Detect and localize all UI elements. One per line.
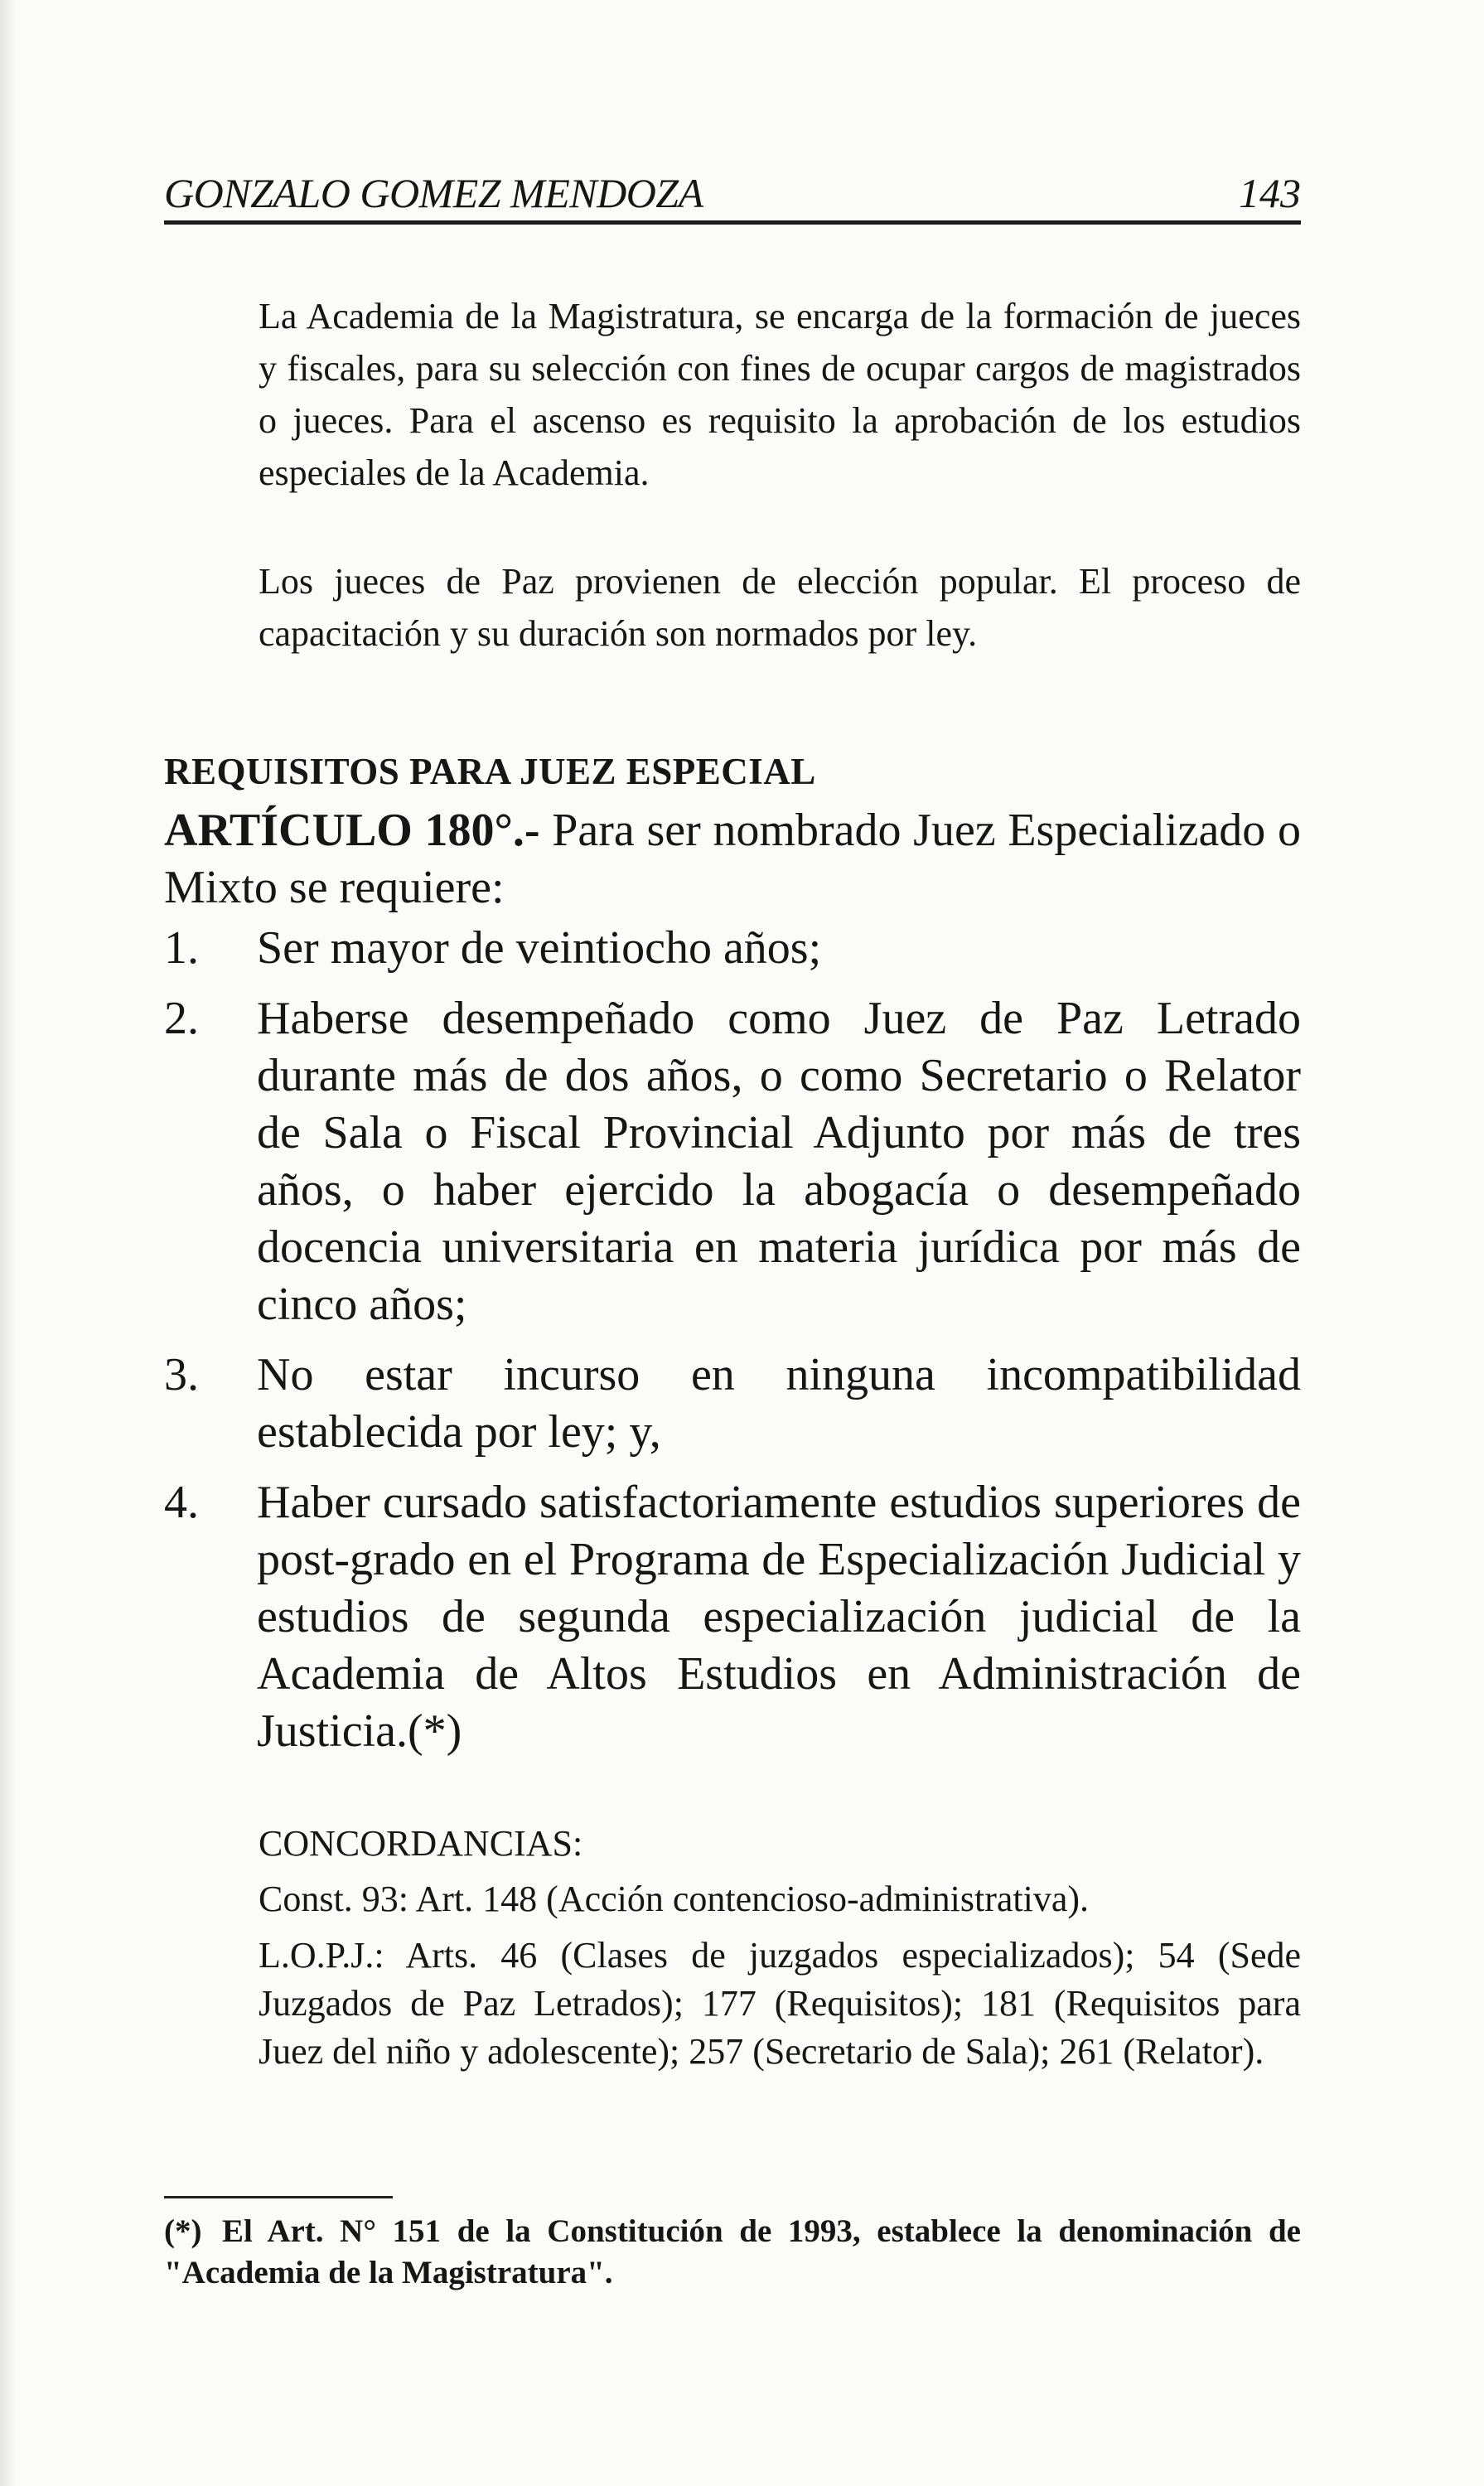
article-paragraph (164, 802, 1301, 917)
intro-paragraph-2: Los jueces de Paz provienen de elección popular. El proceso de capacitación y su duración son normados por ley. (259, 561, 1301, 654)
list-item-text: Haberse desempeñado como Juez de Paz Letrado durante más de dos años, o como Secretario o Relator de Sala o Fiscal Provincial Adjunto por más de tres años, o haber ejercido la abogacía o desempeñado docencia universitaria en materia jurídica por más de cinco años; (257, 993, 1301, 1330)
footnote-mark: (*) (164, 2213, 202, 2249)
list-item-number: 2. (164, 993, 199, 1044)
concordancias-block (259, 1819, 1301, 2084)
footnote-text: El Art. N° 151 de la Constitución de 1993, establece la denominación de "Academia de la Magistratura". (164, 2213, 1301, 2290)
page-header (164, 166, 1301, 224)
concordancia-entry: L.O.P.J.: Arts. 46 (Clases de juzgados especializados); 54 (Sede Juzgados de Paz Letrados); 177 (Requisitos); 181 (Requisitos para Juez del niño y adolescente); 257 (Secretario de Sala); 261 (Relator). (259, 1935, 1301, 2072)
article-label: ARTÍCULO 180°.- (164, 805, 540, 856)
footnote-rule (164, 2196, 393, 2198)
footnote (164, 2211, 1301, 2294)
list-item (164, 1474, 1301, 1760)
list-item-text: Haber cursado satisfactoriamente estudios superiores de post-grado en el Programa de Especialización Judicial y estudios de segunda especialización judicial de la Academia de Altos Estudios en Administración de Justicia.(*) (257, 1477, 1301, 1757)
scan-edge (0, 0, 17, 2486)
list-item-number: 3. (164, 1349, 199, 1400)
concordancias-heading: CONCORDANCIAS: (259, 1823, 583, 1864)
intro-paragraph-1: La Academia de la Magistratura, se encarga de la formación de jueces y fiscales, para su selección con fines de ocupar cargos de magistrados o jueces. Para el ascenso es requisito la aprobación de los estudios especiales de la Academia. (259, 296, 1301, 493)
list-item-text: No estar incurso en ninguna incompatibilidad establecida por ley; y, (257, 1349, 1301, 1458)
list-item (164, 920, 1301, 977)
list-item (164, 990, 1301, 1333)
article-text: Para ser nombrado Juez Especializado o Mixto se requiere: (164, 805, 1301, 913)
list-item-number: 1. (164, 922, 199, 974)
list-item-number: 4. (164, 1477, 199, 1528)
page-number: 143 (1239, 170, 1301, 216)
requirements-list (164, 920, 1301, 1760)
list-item-text: Ser mayor de veintiocho años; (257, 922, 822, 974)
list-item (164, 1347, 1301, 1461)
running-head: GONZALO GOMEZ MENDOZA (164, 170, 703, 216)
header-rule (164, 220, 1301, 225)
section-heading: REQUISITOS PARA JUEZ ESPECIAL (164, 751, 816, 792)
concordancia-entry: Const. 93: Art. 148 (Acción contencioso-administrativa). (259, 1879, 1090, 1919)
